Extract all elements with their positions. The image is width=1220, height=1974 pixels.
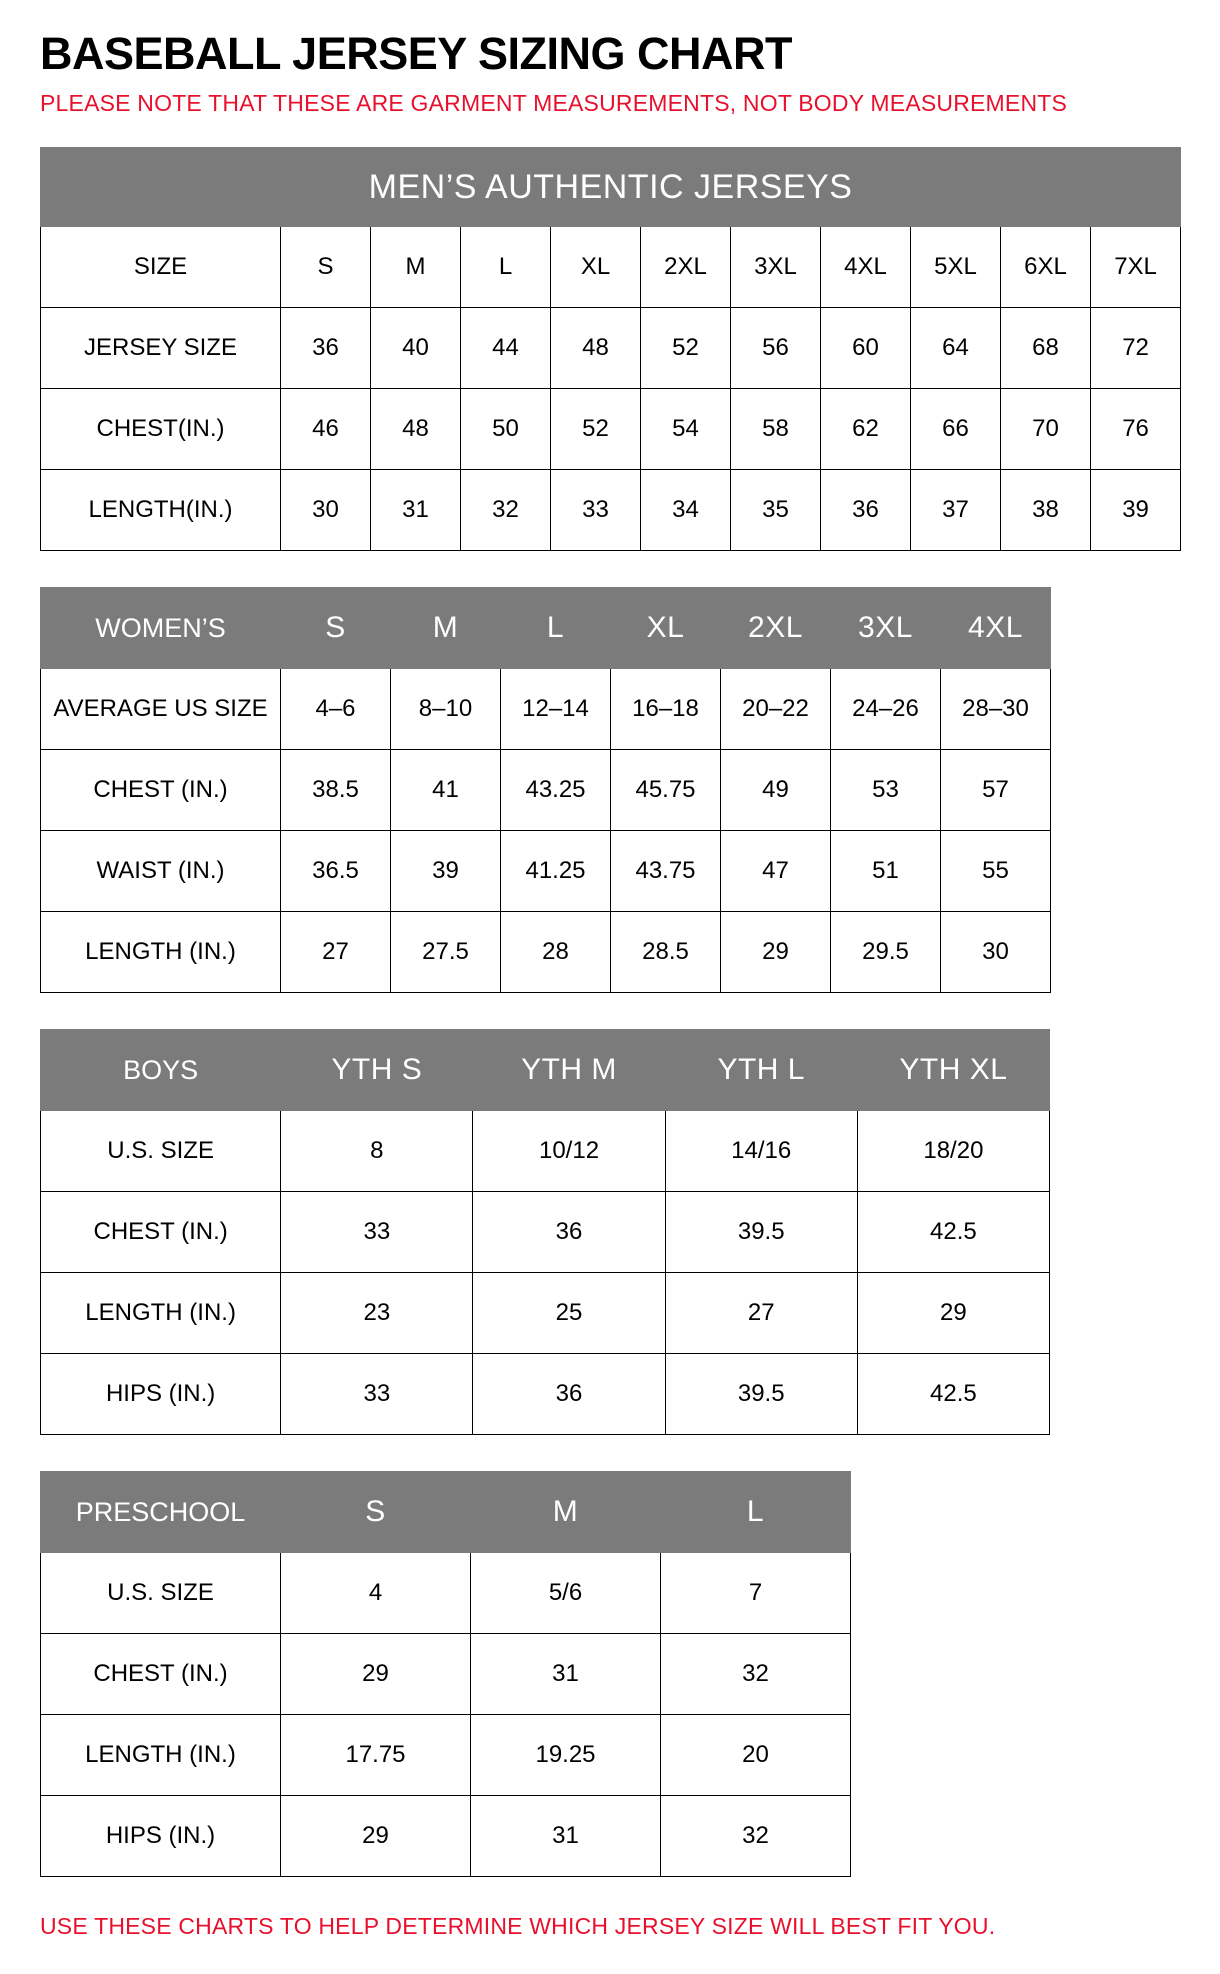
cell: 10/12 — [473, 1111, 665, 1192]
cell: 29 — [281, 1634, 471, 1715]
column-header: 4XL — [941, 588, 1051, 669]
row-label: U.S. SIZE — [41, 1111, 281, 1192]
column-header: L — [661, 1472, 851, 1553]
row-label: HIPS (IN.) — [41, 1796, 281, 1877]
womens-banner: WOMEN’S — [41, 588, 281, 669]
table-row — [41, 1715, 851, 1796]
column-header: M — [371, 227, 461, 308]
cell: 32 — [461, 470, 551, 551]
cell: 30 — [941, 912, 1051, 993]
cell: 29 — [857, 1273, 1049, 1354]
cell: 76 — [1091, 389, 1181, 470]
cell: 20–22 — [721, 669, 831, 750]
column-header: SIZE — [41, 227, 281, 308]
table-row — [41, 669, 1051, 750]
cell: 39 — [391, 831, 501, 912]
table-row — [41, 389, 1181, 470]
cell: 4 — [281, 1553, 471, 1634]
cell: 29 — [721, 912, 831, 993]
table-row-header — [41, 1472, 851, 1553]
table-row — [41, 912, 1051, 993]
column-header: 2XL — [641, 227, 731, 308]
row-label: CHEST (IN.) — [41, 1192, 281, 1273]
column-header: 2XL — [721, 588, 831, 669]
column-header: 6XL — [1001, 227, 1091, 308]
cell: 46 — [281, 389, 371, 470]
cell: 62 — [821, 389, 911, 470]
cell: 4–6 — [281, 669, 391, 750]
column-header: M — [471, 1472, 661, 1553]
cell: 40 — [371, 308, 461, 389]
table-row — [41, 831, 1051, 912]
cell: 28 — [501, 912, 611, 993]
womens-sizing-table — [40, 587, 1051, 993]
table-row-header — [41, 227, 1181, 308]
cell: 36.5 — [281, 831, 391, 912]
mens-sizing-table — [40, 147, 1181, 551]
column-header: YTH L — [665, 1030, 857, 1111]
cell: 53 — [831, 750, 941, 831]
row-label: JERSEY SIZE — [41, 308, 281, 389]
cell: 58 — [731, 389, 821, 470]
footer-note: USE THESE CHARTS TO HELP DETERMINE WHICH JERSEY SIZE WILL BEST FIT YOU. — [40, 1913, 996, 1940]
cell: 8 — [281, 1111, 473, 1192]
row-label: LENGTH (IN.) — [41, 1273, 281, 1354]
row-label: LENGTH(IN.) — [41, 470, 281, 551]
cell: 31 — [371, 470, 461, 551]
row-label: CHEST(IN.) — [41, 389, 281, 470]
cell: 36 — [473, 1192, 665, 1273]
cell: 17.75 — [281, 1715, 471, 1796]
cell: 39.5 — [665, 1192, 857, 1273]
cell: 47 — [721, 831, 831, 912]
column-header: S — [281, 1472, 471, 1553]
cell: 55 — [941, 831, 1051, 912]
column-header: M — [391, 588, 501, 669]
cell: 19.25 — [471, 1715, 661, 1796]
cell: 56 — [731, 308, 821, 389]
column-header: YTH M — [473, 1030, 665, 1111]
boys-banner: BOYS — [41, 1030, 281, 1111]
cell: 29 — [281, 1796, 471, 1877]
table-row-header — [41, 588, 1051, 669]
cell: 27 — [665, 1273, 857, 1354]
cell: 25 — [473, 1273, 665, 1354]
cell: 44 — [461, 308, 551, 389]
page-title: BASEBALL JERSEY SIZING CHART — [40, 28, 792, 79]
column-header: S — [281, 588, 391, 669]
cell: 34 — [641, 470, 731, 551]
table-row — [41, 1634, 851, 1715]
column-header: XL — [551, 227, 641, 308]
column-header: YTH S — [281, 1030, 473, 1111]
cell: 35 — [731, 470, 821, 551]
cell: 37 — [911, 470, 1001, 551]
row-label: CHEST (IN.) — [41, 1634, 281, 1715]
cell: 16–18 — [611, 669, 721, 750]
preschool-banner: PRESCHOOL — [41, 1472, 281, 1553]
row-label: U.S. SIZE — [41, 1553, 281, 1634]
garment-measurement-note: PLEASE NOTE THAT THESE ARE GARMENT MEASUREMENTS, NOT BODY MEASUREMENTS — [40, 90, 1068, 117]
cell: 43.75 — [611, 831, 721, 912]
cell: 60 — [821, 308, 911, 389]
cell: 32 — [661, 1634, 851, 1715]
cell: 50 — [461, 389, 551, 470]
table-row — [41, 308, 1181, 389]
column-header: XL — [611, 588, 721, 669]
boys-sizing-table — [40, 1029, 1050, 1435]
table-row — [41, 1553, 851, 1634]
column-header: 7XL — [1091, 227, 1181, 308]
cell: 66 — [911, 389, 1001, 470]
cell: 27.5 — [391, 912, 501, 993]
column-header: 5XL — [911, 227, 1001, 308]
cell: 68 — [1001, 308, 1091, 389]
cell: 45.75 — [611, 750, 721, 831]
cell: 36 — [473, 1354, 665, 1435]
cell: 51 — [831, 831, 941, 912]
table-row — [41, 1796, 851, 1877]
table-row-banner — [41, 148, 1181, 227]
cell: 30 — [281, 470, 371, 551]
row-label: CHEST (IN.) — [41, 750, 281, 831]
cell: 38.5 — [281, 750, 391, 831]
column-header: L — [461, 227, 551, 308]
cell: 27 — [281, 912, 391, 993]
table-row — [41, 1111, 1050, 1192]
column-header: YTH XL — [857, 1030, 1049, 1111]
cell: 49 — [721, 750, 831, 831]
cell: 31 — [471, 1634, 661, 1715]
table-row — [41, 470, 1181, 551]
cell: 18/20 — [857, 1111, 1049, 1192]
cell: 14/16 — [665, 1111, 857, 1192]
cell: 28–30 — [941, 669, 1051, 750]
cell: 20 — [661, 1715, 851, 1796]
cell: 8–10 — [391, 669, 501, 750]
table-row — [41, 1192, 1050, 1273]
table-row — [41, 750, 1051, 831]
cell: 41 — [391, 750, 501, 831]
cell: 48 — [551, 308, 641, 389]
cell: 38 — [1001, 470, 1091, 551]
mens-banner: MEN’S AUTHENTIC JERSEYS — [41, 148, 1181, 227]
row-label: HIPS (IN.) — [41, 1354, 281, 1435]
row-label: LENGTH (IN.) — [41, 912, 281, 993]
cell: 29.5 — [831, 912, 941, 993]
cell: 31 — [471, 1796, 661, 1877]
cell: 52 — [641, 308, 731, 389]
cell: 5/6 — [471, 1553, 661, 1634]
cell: 52 — [551, 389, 641, 470]
table-row-header — [41, 1030, 1050, 1111]
column-header: 4XL — [821, 227, 911, 308]
cell: 36 — [281, 308, 371, 389]
cell: 48 — [371, 389, 461, 470]
row-label: AVERAGE US SIZE — [41, 669, 281, 750]
cell: 33 — [281, 1354, 473, 1435]
cell: 32 — [661, 1796, 851, 1877]
cell: 41.25 — [501, 831, 611, 912]
row-label: LENGTH (IN.) — [41, 1715, 281, 1796]
cell: 24–26 — [831, 669, 941, 750]
cell: 64 — [911, 308, 1001, 389]
cell: 39.5 — [665, 1354, 857, 1435]
cell: 42.5 — [857, 1354, 1049, 1435]
column-header: L — [501, 588, 611, 669]
cell: 7 — [661, 1553, 851, 1634]
cell: 36 — [821, 470, 911, 551]
cell: 42.5 — [857, 1192, 1049, 1273]
row-label: WAIST (IN.) — [41, 831, 281, 912]
cell: 57 — [941, 750, 1051, 831]
preschool-sizing-table — [40, 1471, 851, 1877]
cell: 12–14 — [501, 669, 611, 750]
cell: 43.25 — [501, 750, 611, 831]
cell: 33 — [551, 470, 641, 551]
cell: 33 — [281, 1192, 473, 1273]
column-header: S — [281, 227, 371, 308]
column-header: 3XL — [831, 588, 941, 669]
column-header: 3XL — [731, 227, 821, 308]
cell: 39 — [1091, 470, 1181, 551]
cell: 23 — [281, 1273, 473, 1354]
cell: 54 — [641, 389, 731, 470]
table-row — [41, 1273, 1050, 1354]
cell: 70 — [1001, 389, 1091, 470]
table-row — [41, 1354, 1050, 1435]
cell: 72 — [1091, 308, 1181, 389]
cell: 28.5 — [611, 912, 721, 993]
